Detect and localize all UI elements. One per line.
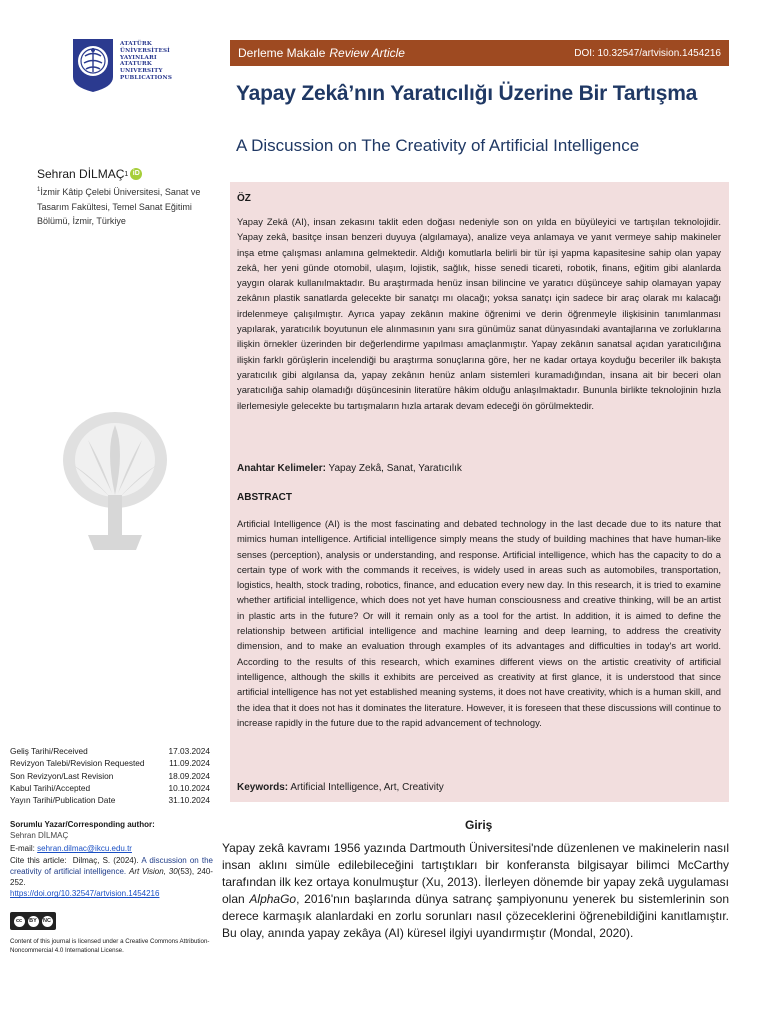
article-type-bar xyxy=(230,40,729,66)
title-english: A Discussion on The Creativity of Artificial Intelligence xyxy=(236,136,640,155)
body-paragraph: Yapay zekâ kavramı 1956 yazında Dartmouth Üniversitesi'nde düzenlenen ve makinelerin nasıl insan aklını simüle edilebileceğini tartıştıkları bir konferansta bilgisayar bilimci McCarthy tarafından ilk kez ortaya konulmuştur (Xu, 2013). İlerleyen dönemde bir yapay zekâ uygulaması olan AlphaGo, 2016'nın başlarında dünya satranç şampiyonunu yenerek bu sistemlerinin son derece karmaşık alanlardaki en zorlu sorunları nasıl çözeceklerini öğrenebildiğini kanıtlamıştır. Bu olay, anında yapay zekâya (AI) küresel ilgiyi uyandırmıştır (Mondal, 2020). xyxy=(222,841,730,940)
author-name: Sehran DİLMAÇ xyxy=(37,167,125,181)
date-row: Revizyon Talebi/Revision Requested 11.09.2024 xyxy=(10,758,210,769)
date-row: Yayın Tarihi/Publication Date 31.10.2024 xyxy=(10,795,210,806)
watermark-emblem-icon xyxy=(48,405,183,555)
date-row: Kabul Tarihi/Accepted 10.10.2024 xyxy=(10,782,210,793)
oz-text: Yapay Zekâ (AI), insan zekasını taklit eden doğası nedeniyle son on yılda en büyüleyici ve tartışılan teknolojidir. Yapay zekâ, basitçe insan benzeri duyuya (algılamaya), analize veya anlamaya ve yanıt vermeye sahip makineler inşa etme çalışması anlamına gelmektedir. Aldığı komutlarla belirli bir tür işi yapma kapasitesine sahip olan yapay zekâ, her yeni günde otomobil, ulaşım, lojistik, sağlık, hisse senedi ticareti, robotik, finans, eğitim gibi alanlarda yaygın olarak kullanılmaktadır. Bu araştırmada henüz insan bilincine ve yaratıcı düşünceye sahip olamayan yapay zekânın plastik sanatlarda gelecekte bir sanatçı mı olacağı; yoksa sanatçı için sadece bir araç olarak mı kalacağı irdelenmeye çalışılmıştır. Ayrıca yapay zekânın makine öğrenimi ve derin öğrenmeyle ilişkisinin tanımlanması yapılarak, yaratıcılık boyutunun ele alınmasının yanı sıra günümüz sanat dünyasındaki avantajlarına ve zorluklarına ilişkin örnekler üzerinden bir değerlendirme yapılması amaçlanmıştır. Yapay zekânın sanatsal açıdan yaratıcılığına ilişkin farklı görüşlerin incelendiği bu araştırma sonuçlarına göre, her ne kadar ortaya koyduğu beceriler ilk bakışta yaratıcılık gibi algılansa da, yapay zekânın henüz anlam sistemleri kuramadığından, insana ait bir beceri olan yaratıcılığa sahip olamadığı düşüncesinin literatüre hâkim olduğu anlaşılmaktadır. Bununla birlikte teknolojinin hızla ilerlemesiyle gelecekte bu tartışmaların hızla artarak devam edeceği ön görülmektedir. xyxy=(237,216,721,411)
orcid-icon[interactable]: iD xyxy=(130,168,142,180)
corr-email-line: E-mail: sehran.dilmac@ikcu.edu.tr xyxy=(10,844,132,854)
author-affiliation: $^1$İzmir Kâtip Çelebi Üniversitesi, Sanat ve Tasarım Fakültesi, Temel Sanat Eğitimi Bölümü, İzmir, Türkiye xyxy=(37,187,201,226)
date-row: Geliş Tarihi/Received 17.03.2024 xyxy=(10,746,210,756)
article-type xyxy=(238,46,405,60)
license-text: Content of this journal is licensed under a Creative Commons Attribution-Noncommercial 4.0 International License. xyxy=(10,938,210,955)
corresponding-author xyxy=(10,819,213,899)
alphago-term: AlphaGo xyxy=(249,891,297,906)
logo-wordmark: ATATÜRK ÜNİVERSİTESİ YAYINLARI ATATURK UNIVERSITY PUBLICATIONS xyxy=(120,41,173,81)
article-dates xyxy=(10,745,210,806)
corr-name: Sehran DİLMAÇ xyxy=(10,831,69,841)
abstract-heading: ABSTRACT xyxy=(237,492,292,503)
creative-commons-icon[interactable]: cc BY NC xyxy=(10,912,56,930)
section-heading: Giriş xyxy=(465,818,493,832)
corr-heading: Sorumlu Yazar/Corresponding author: xyxy=(10,820,155,829)
oz-heading: ÖZ xyxy=(237,193,251,204)
keywords-tr: Anahtar Kelimeler: Yapay Zekâ, Sanat, Yaratıcılık xyxy=(237,463,462,474)
citation: Cite this article: Dilmaç, S. (2024). A discussion on the creativity of artificial intelligence. Art Vision, 30(53), 240-252. xyxy=(10,855,214,888)
abstract-box xyxy=(230,182,729,802)
citation-doi-link[interactable]: https://doi.org/10.32547/artvision.1454216 xyxy=(10,889,160,899)
publisher-logo xyxy=(69,37,179,93)
article-type-tr: Derleme Makale xyxy=(238,46,326,60)
article-type-en: Review Article xyxy=(329,46,405,60)
abstract-text: Artificial Intelligence (AI) is the most fascinating and debated technology in the last decade due to its nature that mimics human intelligence. Artificial intelligence simply means the study of building machines that have human-like senses (perception), analysis or understanding, and response. Artificial intelligence, which has the capacity to do a certain type of work with the commands it receives, is widely used in areas such as automobiles, transportation, logistics, health, stock trading, robotics, finance, and education every new day. In this research, it is tried to examine whether artificial intelligence, which does not yet have human consciousness and creative thinking, will be an artist in plastic arts in the future? Or will it remain only as a tool for the artist. In addition, it is aimed to define the relationship between artificial intelligence and machine learning and deep learning, to address the creativity dimension, and to make an evaluation through examples of its advantages and difficulties in today's art world. According to the results of this research, which examines different views on the artistic creativity of artificial intelligence, although the skills it exhibits are perceived as creativity at first glance, it is understood that since artificial intelligence has not yet established meaning systems, it does not have creativity, which is a human skill, and the idea that it does not has it dominates the literature. However, it is foreseen that these discussions will continue to increase rapidly in the future due to the rapid advancement of technology. xyxy=(237,518,721,728)
keywords-en: Keywords: Artificial Intelligence, Art, Creativity xyxy=(237,782,444,793)
title-turkish: Yapay Zekâ’nın Yaratıcılığı Üzerine Bir Tartışma xyxy=(236,82,698,105)
author-line xyxy=(37,167,142,181)
university-seal-icon xyxy=(69,37,117,93)
date-row: Son Revizyon/Last Revision 18.09.2024 xyxy=(10,770,210,781)
author-sup: 1 xyxy=(124,170,129,178)
doi-text: DOI: 10.32547/artvision.1454216 xyxy=(574,47,721,59)
email-link[interactable]: sehran.dilmac@ikcu.edu.tr xyxy=(37,844,132,854)
